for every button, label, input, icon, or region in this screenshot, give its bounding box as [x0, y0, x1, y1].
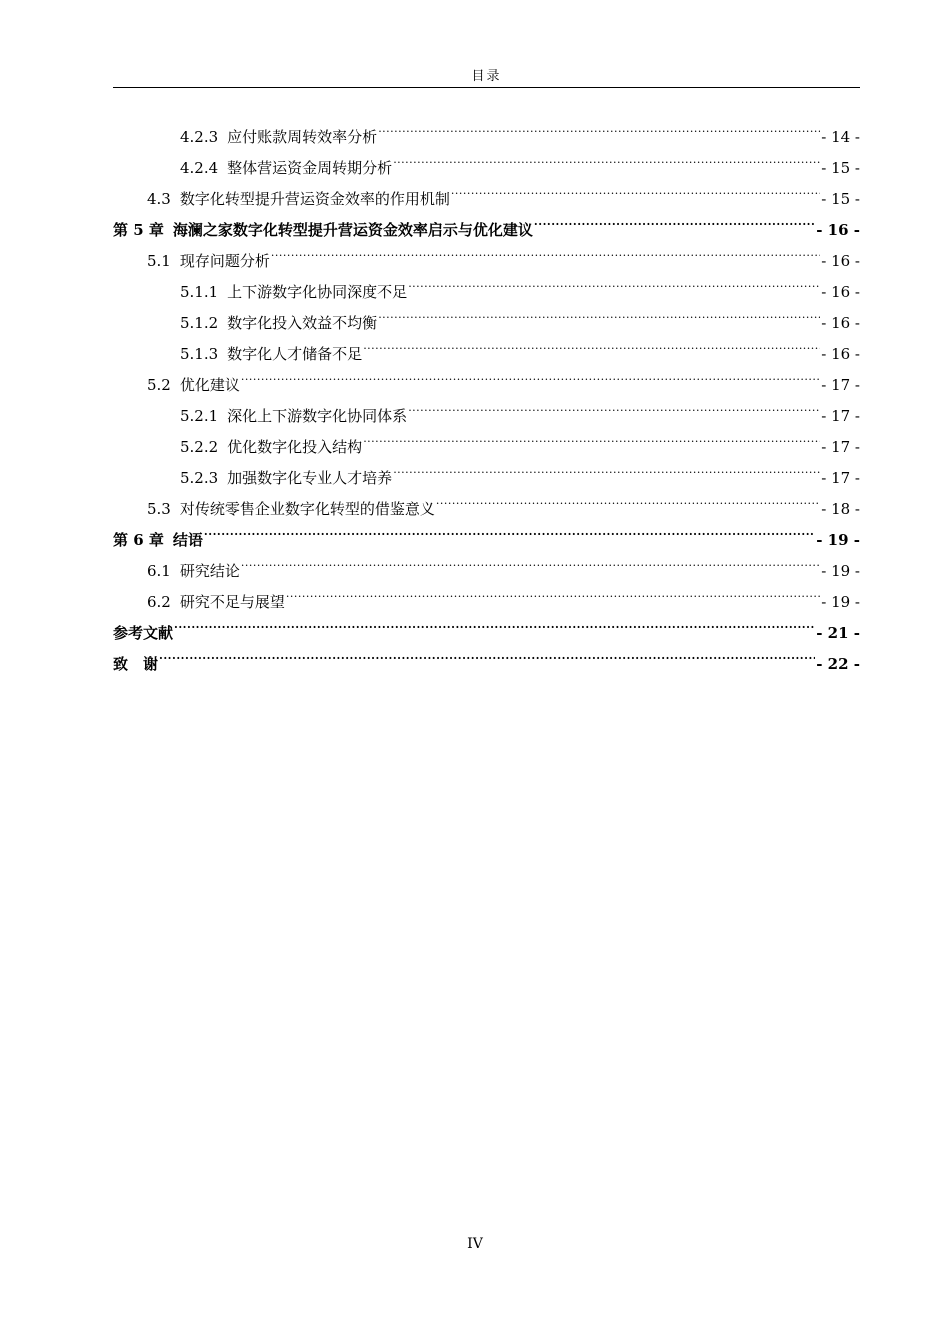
toc-dot-leader: [393, 142, 820, 173]
toc-entry-page: - 22 -: [816, 655, 860, 673]
toc-entry-title: 优化数字化投入结构: [227, 438, 363, 456]
page-header-title: 目录: [471, 69, 502, 84]
toc-entry-page: - 16 -: [821, 345, 860, 363]
toc-entry[interactable]: [113, 514, 860, 549]
toc-dot-leader: [408, 266, 820, 297]
toc-entry[interactable]: [113, 142, 860, 177]
toc-entry-title: 致 谢: [113, 655, 159, 673]
toc-entry-title: 研究结论: [179, 562, 240, 580]
toc-entry-title: 应付账款周转效率分析: [227, 128, 378, 146]
toc-entry-page: - 14 -: [821, 128, 860, 146]
toc-dot-leader: [271, 235, 820, 266]
toc-entry[interactable]: [113, 111, 860, 146]
toc-entry-title: 研究不足与展望: [179, 593, 285, 611]
toc-dot-leader: [436, 483, 820, 514]
toc-entry-page: - 16 -: [821, 252, 860, 270]
toc-entry-page: - 17 -: [821, 438, 860, 456]
toc-entry-number: 6.2: [147, 593, 171, 611]
toc-entry-number: 5.1.2: [180, 314, 219, 332]
toc-entry-title: 海澜之家数字化转型提升营运资金效率启示与优化建议: [172, 221, 533, 239]
toc-dot-leader: [241, 359, 820, 390]
toc-entry[interactable]: [113, 328, 860, 363]
toc-entry[interactable]: [113, 638, 860, 673]
toc-entry-number: 第 5 章: [113, 221, 164, 239]
toc-entry-title: 对传统零售企业数字化转型的借鉴意义: [179, 500, 435, 518]
toc-entry[interactable]: [113, 607, 860, 642]
toc-entry-number: 5.2.2: [180, 438, 219, 456]
toc-entry-number: 5.1.1: [180, 283, 219, 301]
toc-dot-leader: [451, 173, 820, 204]
toc-dot-leader: [286, 576, 820, 607]
toc-dot-leader: [378, 111, 820, 142]
toc-entry-number: 4.2.4: [180, 159, 219, 177]
toc-dot-leader: [174, 607, 815, 638]
toc-entry-number: 5.1.3: [180, 345, 219, 363]
toc-dot-leader: [534, 204, 815, 235]
toc-entry-title: 参考文献: [113, 624, 174, 642]
page-number: IV: [467, 1236, 483, 1252]
toc-entry-page: - 18 -: [821, 500, 860, 518]
toc-entry-title: 加强数字化专业人才培养: [227, 469, 393, 487]
toc-entry-page: - 19 -: [816, 531, 860, 549]
toc-entry-title: 优化建议: [179, 376, 240, 394]
toc-entry-page: - 16 -: [821, 283, 860, 301]
toc-entry[interactable]: [113, 421, 860, 456]
toc-entry-page: - 15 -: [821, 159, 860, 177]
toc-entry-title: 现存问题分析: [179, 252, 270, 270]
toc-entry[interactable]: [113, 483, 860, 518]
toc-entry[interactable]: [113, 359, 860, 394]
toc-entry-title: 数字化投入效益不均衡: [227, 314, 378, 332]
toc-entry-number: 4.3: [147, 190, 171, 208]
toc-entry-title: 结语: [172, 531, 203, 549]
toc-entry-number: 第 6 章: [113, 531, 164, 549]
toc-entry[interactable]: [113, 297, 860, 332]
toc-dot-leader: [204, 514, 815, 545]
toc-entry-page: - 16 -: [816, 221, 860, 239]
toc-entry[interactable]: [113, 452, 860, 487]
toc-entry-page: - 19 -: [821, 562, 860, 580]
toc-entry-number: 5.2.3: [180, 469, 219, 487]
toc-entry-title: 整体营运资金周转期分析: [227, 159, 393, 177]
toc-dot-leader: [241, 545, 820, 576]
toc-entry-page: - 17 -: [821, 407, 860, 425]
toc-entry-title: 上下游数字化协同深度不足: [227, 283, 408, 301]
toc-dot-leader: [378, 297, 820, 328]
toc-entry-title: 数字化人才储备不足: [227, 345, 363, 363]
toc-entry[interactable]: [113, 545, 860, 580]
toc-entry-title: 数字化转型提升营运资金效率的作用机制: [179, 190, 450, 208]
toc-dot-leader: [393, 452, 820, 483]
toc-entry-page: - 17 -: [821, 469, 860, 487]
header-rule: [113, 87, 860, 88]
toc-entry-page: - 19 -: [821, 593, 860, 611]
table-of-contents: [113, 111, 860, 673]
toc-entry-number: 5.3: [147, 500, 171, 518]
toc-entry[interactable]: [113, 173, 860, 208]
toc-dot-leader: [363, 328, 820, 359]
toc-entry-page: - 17 -: [821, 376, 860, 394]
toc-entry-number: 5.2.1: [180, 407, 219, 425]
toc-entry-page: - 15 -: [821, 190, 860, 208]
toc-entry-number: 4.2.3: [180, 128, 219, 146]
toc-dot-leader: [363, 421, 820, 452]
toc-dot-leader: [408, 390, 820, 421]
toc-entry-title: 深化上下游数字化协同体系: [227, 407, 408, 425]
toc-dot-leader: [159, 638, 815, 669]
toc-entry-page: - 16 -: [821, 314, 860, 332]
toc-entry-number: 5.2: [147, 376, 171, 394]
toc-entry-page: - 21 -: [816, 624, 860, 642]
toc-entry-number: 6.1: [147, 562, 171, 580]
toc-entry-number: 5.1: [147, 252, 171, 270]
